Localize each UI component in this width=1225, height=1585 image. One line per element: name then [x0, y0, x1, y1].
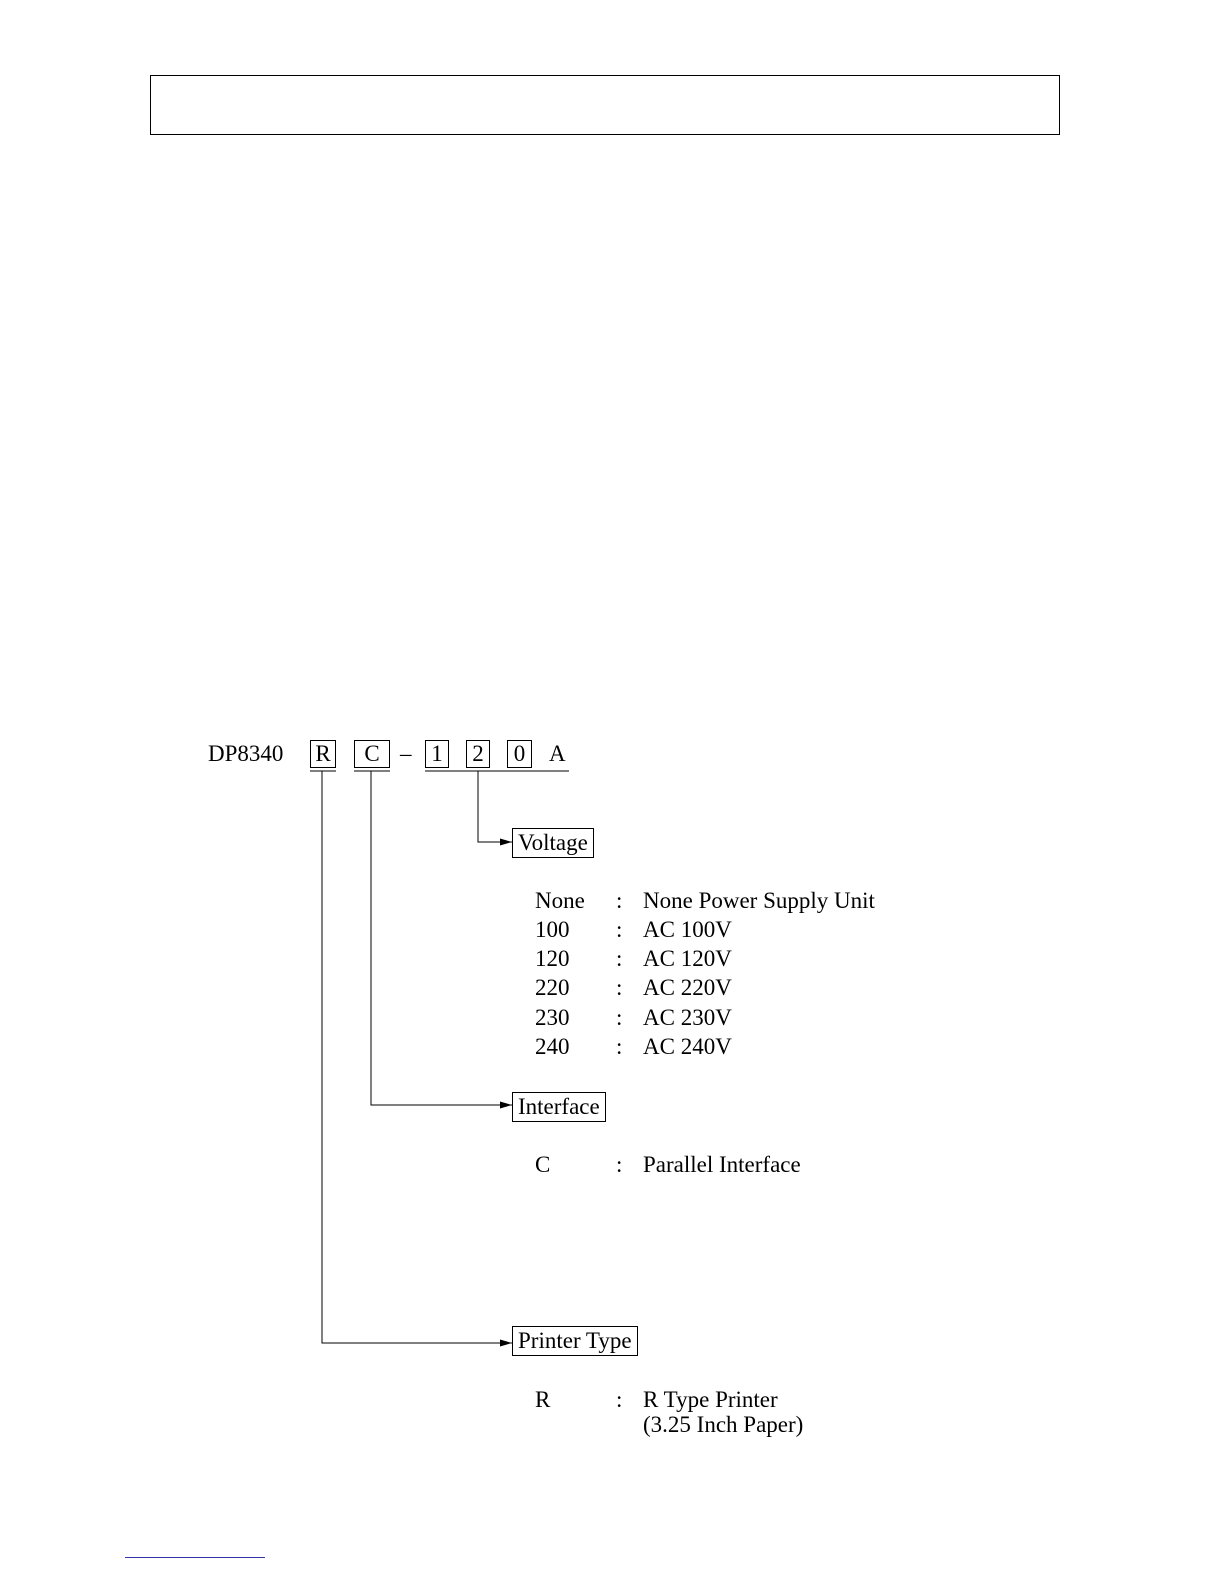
voltage-arrow-icon — [500, 839, 512, 846]
option-separator: : — [616, 1152, 623, 1177]
option-code: 220 — [535, 975, 570, 1000]
option-code: C — [535, 1152, 551, 1177]
option-description: AC 100V — [643, 917, 732, 942]
option-code: 100 — [535, 917, 570, 942]
model-suffix: A — [549, 741, 566, 766]
option-separator: : — [616, 1034, 623, 1059]
model-field-voltage-digit-3: 0 — [507, 740, 532, 768]
option-separator: : — [616, 888, 623, 913]
option-code: 120 — [535, 946, 570, 971]
option-code: R — [535, 1387, 551, 1412]
interface-connector — [371, 771, 512, 1105]
option-description: AC 240V — [643, 1034, 732, 1059]
model-dash: – — [400, 741, 412, 766]
option-description: R Type Printer — [643, 1387, 778, 1412]
option-description: AC 220V — [643, 975, 732, 1000]
printer-type-arrow-icon — [500, 1340, 512, 1347]
printer-type-title: Printer Type — [512, 1326, 638, 1356]
option-separator: : — [616, 1005, 623, 1030]
option-description: AC 120V — [643, 946, 732, 971]
option-separator: : — [616, 1387, 623, 1412]
model-field-voltage-digit-2: 2 — [466, 740, 490, 768]
option-code: 230 — [535, 1005, 570, 1030]
option-description-continued: (3.25 Inch Paper) — [643, 1412, 804, 1437]
model-field-printer-type: R — [310, 740, 336, 768]
option-separator: : — [616, 975, 623, 1000]
interface-title: Interface — [512, 1092, 606, 1122]
model-prefix: DP8340 — [208, 741, 284, 766]
voltage-title: Voltage — [512, 828, 594, 858]
printer-type-connector — [322, 771, 512, 1343]
model-field-interface: C — [354, 740, 390, 768]
option-description: None Power Supply Unit — [643, 888, 875, 913]
option-description: Parallel Interface — [643, 1152, 801, 1177]
bottom-underline — [125, 1557, 265, 1558]
option-code: None — [535, 888, 585, 913]
option-code: 240 — [535, 1034, 570, 1059]
option-description: AC 230V — [643, 1005, 732, 1030]
interface-arrow-icon — [500, 1102, 512, 1109]
model-field-voltage-digit-1: 1 — [425, 740, 449, 768]
option-separator: : — [616, 917, 623, 942]
option-separator: : — [616, 946, 623, 971]
voltage-connector — [478, 771, 512, 842]
